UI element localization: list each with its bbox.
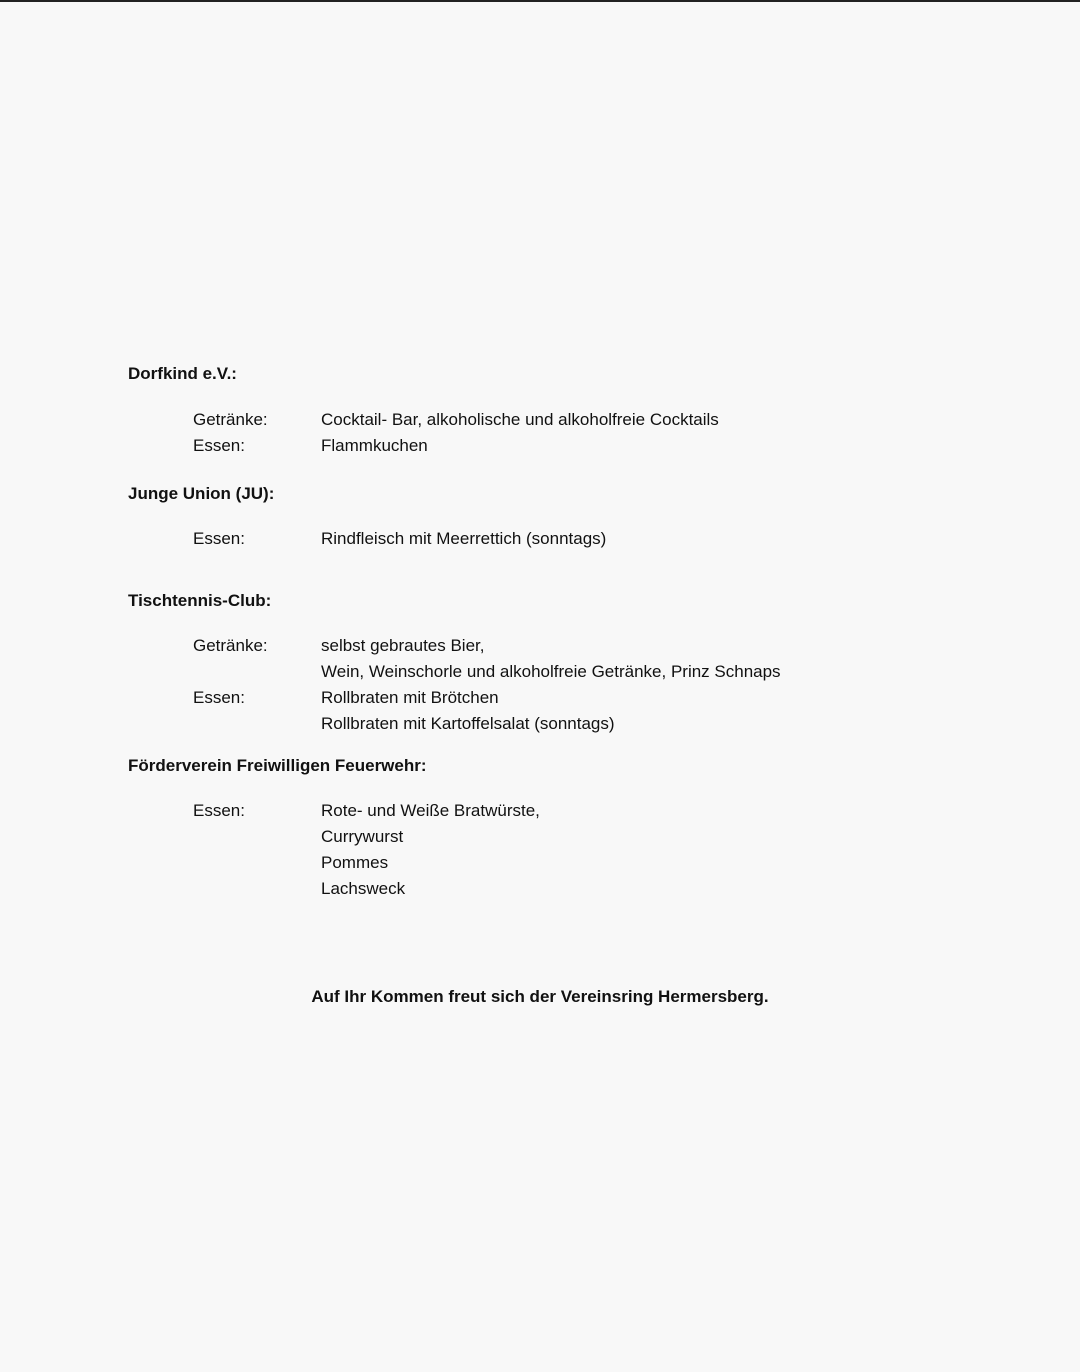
menu-value: Lachsweck: [321, 879, 406, 898]
menu-value: selbst gebrautes Bier,: [321, 636, 485, 655]
club-heading-junge-union: Junge Union (JU):: [128, 484, 275, 503]
menu-row: [0, 407, 1080, 433]
category-label: Essen:: [193, 436, 245, 455]
category-label: Essen:: [193, 529, 245, 548]
menu-value: Rote- und Weiße Bratwürste,: [321, 801, 540, 820]
club-heading-tischtennis: Tischtennis-Club:: [128, 591, 272, 610]
menu-row: [0, 850, 1080, 876]
club-heading-feuerwehr: Förderverein Freiwilligen Feuerwehr:: [128, 756, 427, 775]
menu-row: [0, 659, 1080, 685]
menu-row: [0, 433, 1080, 459]
category-label: Essen:: [193, 801, 245, 820]
menu-row: [0, 526, 1080, 552]
menu-value: Wein, Weinschorle und alkoholfreie Getränke, Prinz Schnaps: [321, 662, 781, 681]
menu-value: Rollbraten mit Kartoffelsalat (sonntags): [321, 714, 615, 733]
menu-value: Rindfleisch mit Meerrettich (sonntags): [321, 529, 607, 548]
menu-row: [0, 824, 1080, 850]
menu-value: Rollbraten mit Brötchen: [321, 688, 499, 707]
menu-row: [0, 633, 1080, 659]
menu-row: [0, 876, 1080, 902]
category-label: Getränke:: [193, 410, 268, 429]
club-heading-dorfkind: Dorfkind e.V.:: [128, 364, 237, 383]
menu-row: [0, 685, 1080, 711]
category-label: Getränke:: [193, 636, 268, 655]
closing-line: Auf Ihr Kommen freut sich der Vereinsring Hermersberg.: [311, 987, 769, 1006]
menu-value: Cocktail- Bar, alkoholische und alkoholfreie Cocktails: [321, 410, 719, 429]
category-label: Essen:: [193, 688, 245, 707]
menu-row: [0, 798, 1080, 824]
menu-value: Pommes: [321, 853, 389, 872]
menu-row: [0, 711, 1080, 737]
menu-value: Currywurst: [321, 827, 404, 846]
menu-value: Flammkuchen: [321, 436, 428, 455]
